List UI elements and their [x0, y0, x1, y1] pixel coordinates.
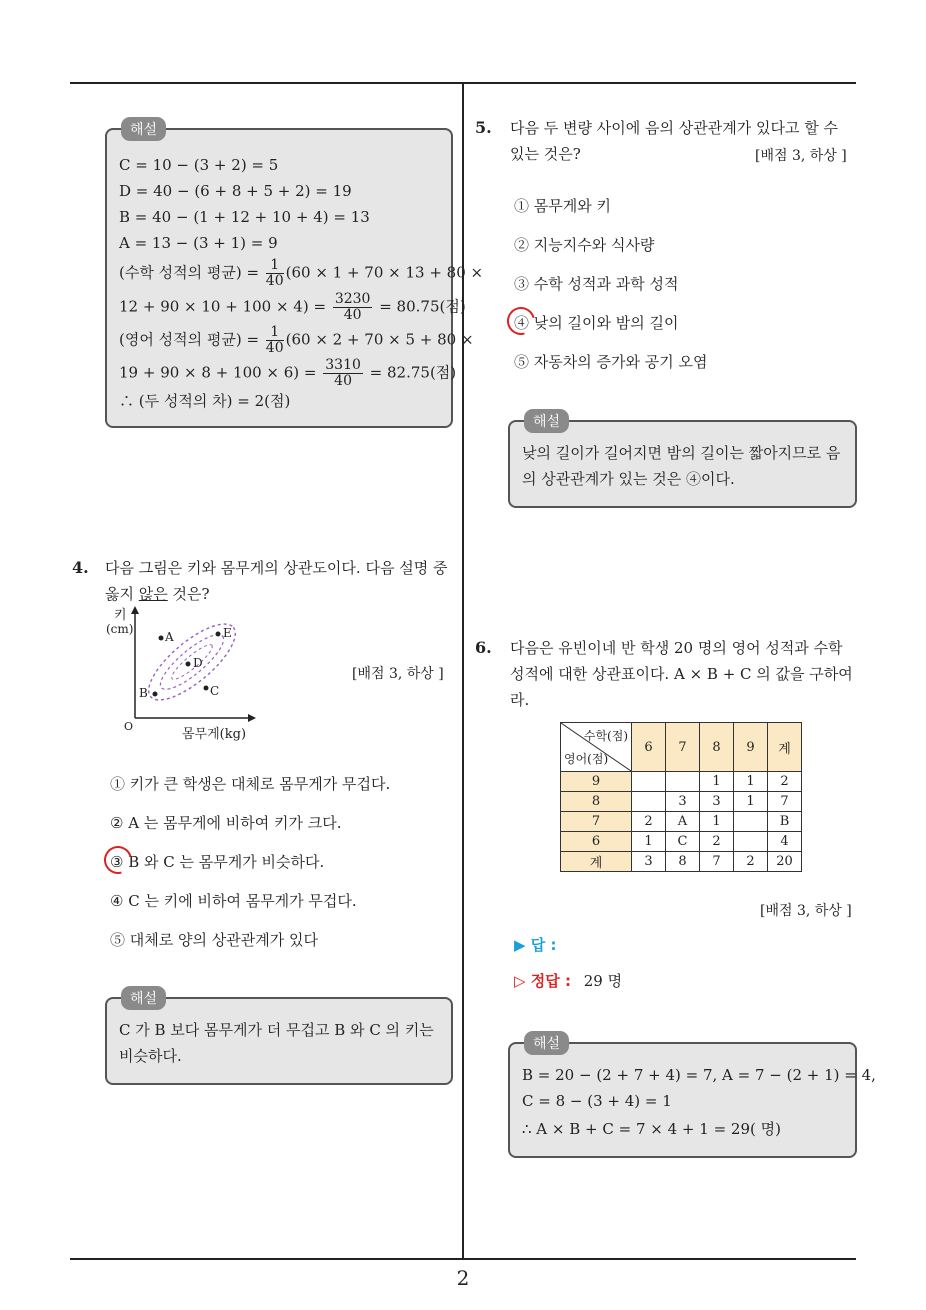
answer-label: ▶ 답 :	[514, 936, 557, 954]
point-label: D	[193, 656, 203, 670]
table-header: 9	[734, 723, 768, 772]
point-c	[204, 686, 209, 691]
solution-tag: 해설	[121, 986, 166, 1010]
solution-tag: 해설	[524, 409, 569, 433]
point-label: A	[165, 630, 174, 644]
correlation-table	[560, 722, 802, 872]
origin-label: O	[124, 720, 134, 733]
option-5[interactable]: ⑤ 자동차의 증가와 공기 오염	[514, 353, 708, 371]
question-number: 4.	[72, 558, 89, 577]
solution-tag: 해설	[524, 1031, 569, 1055]
table-row: 7 2 A 1 B	[561, 812, 802, 832]
score-label: [배점 3, 하상 ]	[352, 666, 444, 682]
table-header: 6	[632, 723, 666, 772]
table-corner: 수학(점) 영어(점)	[561, 723, 632, 772]
q5-solution-box	[508, 414, 857, 508]
table-row: 6 1 C 2 4	[561, 832, 802, 852]
scatter-diagram	[100, 600, 260, 745]
option-4[interactable]: ④ 낮의 길이와 밤의 길이	[514, 314, 679, 332]
answer-circle-mark	[502, 302, 540, 340]
option-5[interactable]: ⑤ 대체로 양의 상관관계가 있다	[110, 931, 318, 949]
table-header: 7	[666, 723, 700, 772]
question-text: 다음은 유빈이네 반 학생 20 명의 영어 성적과 수학 성적에 대한 상관표이다. A × B + C 의 값을 구하여라.	[510, 639, 853, 709]
english-average-line2: 19 + 90 × 8 + 100 × 6) = $\frac{3310}{40}$ = 82.75(점)	[119, 357, 457, 389]
question-number: 6.	[475, 638, 492, 657]
english-average-line1: (영어 성적의 평균) = $\frac{1}{40}$ (60 × 2 + 70 × 5 + 80 ×	[119, 324, 474, 356]
score-label: [배점 3, 하상 ]	[760, 903, 852, 919]
question-text: 다음 그림은 키와 몸무게의 상관도이다. 다음 설명 중 옳지 않은 것은?	[105, 559, 448, 603]
table-header: 8	[700, 723, 734, 772]
solution-line: 의 상관관계가 있는 것은 ④이다.	[522, 470, 735, 488]
score-label: [배점 3, 하상 ]	[755, 148, 847, 164]
solution-line: C 가 B 보다 몸무게가 더 무겁고 B 와 C 의 키는	[119, 1021, 434, 1039]
x-axis-label: 몸무게(kg)	[182, 727, 247, 742]
solution-conclusion: ∴ (두 성적의 차) = 2(점)	[119, 392, 291, 410]
option-2[interactable]: ② A 는 몸무게에 비하여 키가 크다.	[110, 814, 342, 832]
table-row: 계 3 8 7 2 20	[561, 852, 802, 872]
table-row: 8 3 3 1 7	[561, 792, 802, 812]
solution-line: 비슷하다.	[119, 1047, 182, 1065]
point-label: E	[223, 626, 232, 640]
solution-line: C = 10 − (3 + 2) = 5	[119, 156, 279, 174]
q4-solution-box	[105, 991, 453, 1085]
math-average-line1: (수학 성적의 평균) = $\frac{1}{40}$ (60 × 1 + 70 × 13 + 80 ×	[119, 257, 484, 289]
math-average-line2: 12 + 90 × 10 + 100 × 4) = $\frac{3230}{40}$ = 80.75(점)	[119, 291, 466, 323]
q3-solution-box	[105, 122, 484, 428]
option-3[interactable]: ③ B 와 C 는 몸무게가 비슷하다.	[110, 853, 325, 871]
point-e	[216, 632, 221, 637]
correct-answer-label: ▷ 정답 :	[514, 972, 571, 990]
solution-line: B = 40 − (1 + 12 + 10 + 4) = 13	[119, 208, 370, 226]
point-d	[186, 662, 191, 667]
solution-line: B = 20 − (2 + 7 + 4) = 7, A = 7 − (2 + 1) = 4,	[522, 1066, 876, 1084]
option-2[interactable]: ② 지능지수와 식사량	[514, 236, 655, 254]
solution-line: A = 13 − (3 + 1) = 9	[119, 234, 278, 252]
solution-line: ∴ A × B + C = 7 × 4 + 1 = 29( 명)	[522, 1120, 781, 1138]
option-1[interactable]: ① 키가 큰 학생은 대체로 몸무게가 무겁다.	[110, 775, 391, 793]
q6-solution-box	[508, 1036, 876, 1158]
answer-circle-mark	[99, 841, 137, 879]
y-axis-unit: (cm)	[106, 622, 134, 636]
question-text: 다음 두 변량 사이에 음의 상관관계가 있다고 할 수 있는 것은?	[510, 119, 838, 163]
solution-tag: 해설	[121, 117, 166, 141]
solution-line: D = 40 − (6 + 8 + 5 + 2) = 19	[119, 182, 352, 200]
point-b	[153, 692, 158, 697]
bottom-rule	[70, 1258, 856, 1260]
point-label: C	[210, 684, 220, 698]
option-1[interactable]: ① 몸무게와 키	[514, 197, 611, 215]
solution-line: C = 8 − (3 + 4) = 1	[522, 1092, 672, 1110]
table-row: 9 1 1 2	[561, 772, 802, 792]
point-a	[159, 636, 164, 641]
solution-line: 낮의 길이가 길어지면 밤의 길이는 짧아지므로 음	[522, 444, 841, 462]
correct-answer-value: 29 명	[583, 972, 623, 990]
page-number: 2	[456, 1266, 470, 1290]
point-label: B	[139, 686, 148, 700]
table-header: 계	[768, 723, 802, 772]
question-number: 5.	[475, 118, 492, 137]
correct-answer	[514, 970, 622, 991]
option-3[interactable]: ③ 수학 성적과 과학 성적	[514, 275, 679, 293]
y-axis-label: 키	[114, 608, 127, 623]
option-4[interactable]: ④ C 는 키에 비하여 몸무게가 무겁다.	[110, 892, 357, 910]
